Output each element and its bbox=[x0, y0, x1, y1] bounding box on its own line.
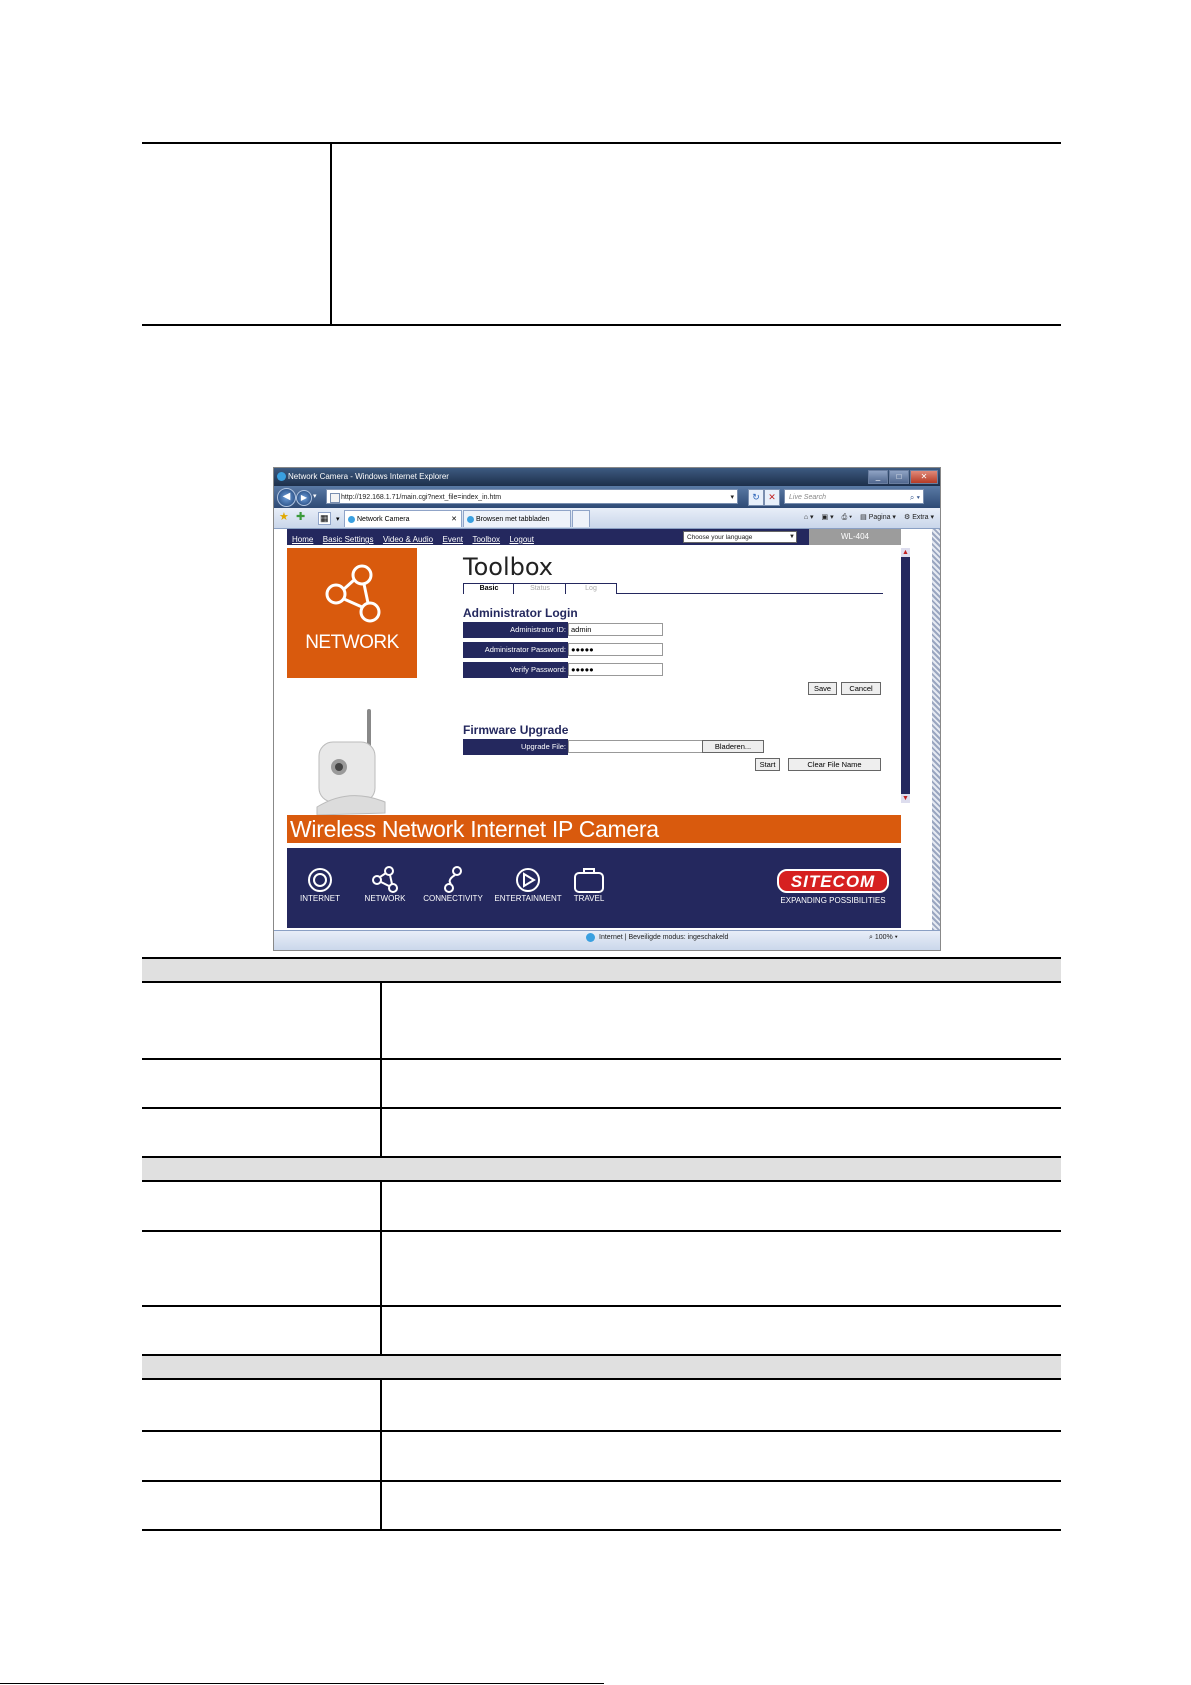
favorites-star-icon[interactable]: ★ bbox=[279, 511, 289, 523]
footer-network[interactable]: NETWORK bbox=[357, 866, 413, 903]
zoom-control[interactable]: ⌕ 100% ▾ bbox=[869, 934, 898, 941]
tab-basic[interactable]: Basic bbox=[463, 583, 515, 594]
footer-internet[interactable]: INTERNET bbox=[295, 866, 345, 903]
table-section-header-2 bbox=[142, 1158, 1061, 1180]
footer-entertainment[interactable]: ENTERTAINMENT bbox=[487, 866, 569, 903]
print-icon[interactable]: ⎙ ▾ bbox=[841, 514, 853, 521]
connectivity-icon bbox=[417, 866, 489, 894]
clear-file-name-button[interactable]: Clear File Name bbox=[788, 758, 881, 771]
forward-icon[interactable]: ▶ bbox=[296, 490, 312, 506]
nav-video-audio[interactable]: Video & Audio bbox=[382, 535, 434, 544]
page-footer bbox=[287, 848, 901, 928]
table-row-border bbox=[142, 1305, 1061, 1307]
sitecom-tagline: EXPANDING POSSIBILITIES bbox=[780, 896, 886, 905]
network-tile bbox=[287, 548, 417, 678]
browser-scrollbar[interactable] bbox=[932, 529, 940, 930]
browser-screenshot bbox=[273, 467, 941, 951]
verify-password-label: Verify Password: bbox=[463, 662, 568, 678]
scroll-up-icon[interactable]: ▲ bbox=[902, 549, 909, 556]
footer-connectivity[interactable]: CONNECTIVITY bbox=[417, 866, 489, 903]
upgrade-file-input[interactable] bbox=[568, 740, 703, 753]
tools-menu[interactable]: ⚙ Extra ▾ bbox=[903, 514, 934, 521]
close-button[interactable]: ✕ bbox=[910, 470, 938, 484]
table-section-header-1 bbox=[142, 959, 1061, 981]
save-button[interactable]: Save bbox=[808, 682, 837, 695]
history-dropdown-icon[interactable]: ▾ bbox=[313, 493, 317, 500]
product-banner: Wireless Network Internet IP Camera bbox=[287, 815, 901, 843]
top-table-border-top bbox=[142, 142, 1061, 144]
cancel-button[interactable]: Cancel bbox=[841, 682, 881, 695]
table-column-divider bbox=[380, 1180, 382, 1356]
table-row-border bbox=[142, 981, 1061, 983]
nav-basic-settings[interactable]: Basic Settings bbox=[322, 535, 374, 544]
nav-event[interactable]: Event bbox=[442, 535, 463, 544]
globe-icon bbox=[586, 933, 595, 942]
admin-id-label: Administrator ID: bbox=[463, 622, 568, 638]
table-row-border bbox=[142, 1378, 1061, 1380]
scroll-down-icon[interactable]: ▼ bbox=[902, 795, 909, 802]
table-border-bottom bbox=[142, 1529, 1061, 1531]
admin-login-heading: Administrator Login bbox=[463, 606, 578, 620]
internet-icon bbox=[295, 866, 345, 894]
admin-password-input[interactable]: ●●●●● bbox=[568, 643, 663, 656]
table-row-border bbox=[142, 1180, 1061, 1182]
search-input[interactable]: Live Search ⌕ ▾ bbox=[784, 489, 924, 504]
table-row-border bbox=[142, 1230, 1061, 1232]
back-icon[interactable]: ◀ bbox=[277, 488, 296, 507]
page-icon bbox=[330, 493, 340, 503]
firmware-upgrade-heading: Firmware Upgrade bbox=[463, 723, 569, 737]
table-row-border bbox=[142, 1430, 1061, 1432]
page-footer-rule bbox=[0, 1683, 604, 1684]
model-label: WL-404 bbox=[809, 529, 901, 545]
quick-tabs-icon[interactable]: ▦ bbox=[320, 513, 329, 523]
ie-status-bar bbox=[274, 930, 940, 951]
table-row-border bbox=[142, 1480, 1061, 1482]
address-input[interactable]: http://192.168.1.71/main.cgi?next_file=index_in.htm ▾ bbox=[326, 489, 738, 504]
page-title: Toolbox bbox=[463, 553, 553, 581]
nav-toolbox[interactable]: Toolbox bbox=[472, 535, 501, 544]
table-row-border bbox=[142, 1107, 1061, 1109]
network-share-icon bbox=[287, 548, 417, 628]
page-menu[interactable]: ▤ Pagina ▾ bbox=[860, 514, 896, 521]
ie-page-icon bbox=[467, 516, 474, 523]
window-title: Network Camera - Windows Internet Explorer bbox=[288, 472, 449, 481]
ie-logo-icon bbox=[277, 472, 286, 481]
address-dropdown-icon[interactable]: ▾ bbox=[730, 494, 734, 501]
search-icon[interactable]: ⌕ ▾ bbox=[909, 493, 920, 502]
ip-camera-image bbox=[309, 707, 389, 817]
suitcase-icon bbox=[567, 866, 611, 894]
home-icon[interactable]: ⌂ ▾ bbox=[803, 514, 814, 521]
feeds-icon[interactable]: ▣ ▾ bbox=[821, 514, 834, 521]
command-bar bbox=[804, 511, 934, 525]
language-select[interactable]: Choose your language ▼ bbox=[683, 531, 797, 543]
start-button[interactable]: Start bbox=[755, 758, 780, 771]
tab-log[interactable]: Log bbox=[565, 583, 617, 594]
nav-logout[interactable]: Logout bbox=[509, 535, 534, 544]
admin-id-input[interactable]: admin bbox=[568, 623, 663, 636]
maximize-button[interactable]: □ bbox=[889, 470, 909, 484]
nav-home[interactable]: Home bbox=[292, 535, 314, 544]
footer-travel[interactable]: TRAVEL bbox=[567, 866, 611, 903]
network-tile-label: NETWORK bbox=[305, 632, 399, 653]
table-column-divider bbox=[380, 981, 382, 1158]
browse-button[interactable]: Bladeren... bbox=[702, 740, 764, 753]
top-table-divider bbox=[330, 142, 332, 326]
tab-row bbox=[274, 508, 940, 529]
camera-web-page bbox=[274, 529, 932, 930]
verify-password-input[interactable]: ●●●●● bbox=[568, 663, 663, 676]
table-section-header-3 bbox=[142, 1356, 1061, 1378]
tab-list-dropdown-icon[interactable]: ▾ bbox=[336, 516, 340, 523]
network-icon bbox=[357, 866, 413, 894]
table-column-divider bbox=[380, 1378, 382, 1531]
new-tab-button[interactable] bbox=[572, 510, 590, 527]
ie-page-icon bbox=[348, 516, 355, 523]
refresh-icon[interactable]: ↻ bbox=[748, 489, 764, 506]
page-scrollbar[interactable] bbox=[901, 548, 910, 803]
chevron-down-icon: ▼ bbox=[789, 534, 795, 540]
ie-title-bar bbox=[274, 468, 940, 486]
play-icon bbox=[487, 866, 569, 894]
stop-icon[interactable]: ✕ bbox=[764, 489, 780, 506]
top-table-border-bottom bbox=[142, 324, 1061, 326]
upgrade-file-label: Upgrade File: bbox=[463, 739, 568, 755]
admin-password-label: Administrator Password: bbox=[463, 642, 568, 658]
address-bar-row bbox=[274, 486, 940, 508]
table-row-border bbox=[142, 1058, 1061, 1060]
close-tab-icon[interactable]: ✕ bbox=[451, 516, 457, 523]
toolbox-subtabs bbox=[463, 581, 883, 594]
security-zone-text: Internet | Beveiligde modus: ingeschakeld bbox=[599, 934, 729, 941]
minimize-button[interactable]: _ bbox=[868, 470, 888, 484]
tab-network-camera[interactable]: Network Camera ✕ bbox=[344, 510, 462, 527]
sitecom-logo: SITECOM bbox=[777, 869, 889, 893]
add-favorites-icon[interactable]: ✚ bbox=[296, 511, 306, 523]
tab-status[interactable]: Status bbox=[513, 583, 567, 594]
tab-browsen[interactable]: Browsen met tabbladen bbox=[463, 510, 571, 527]
